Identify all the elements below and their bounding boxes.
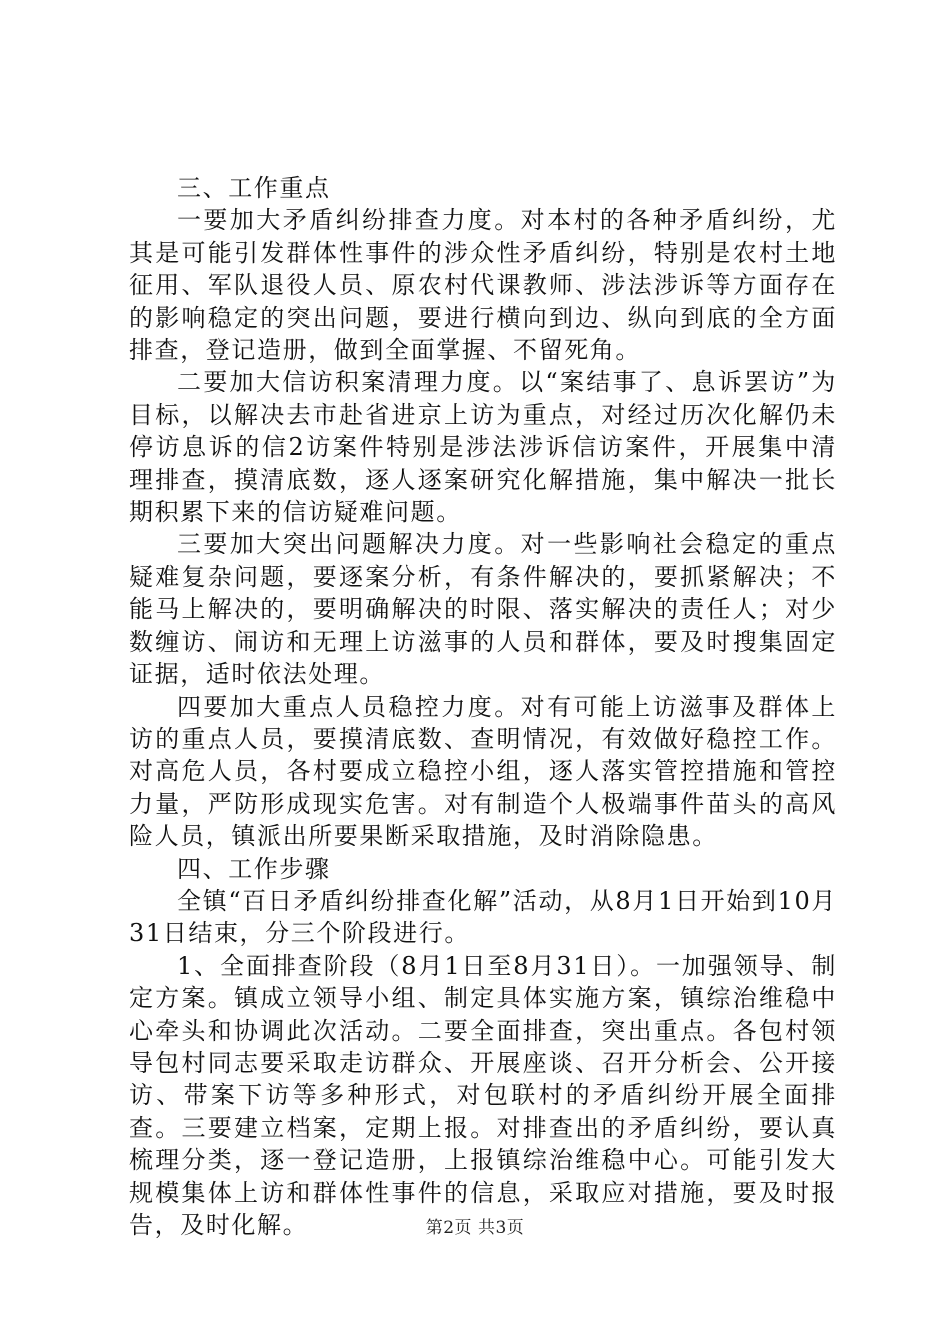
paragraph-campaign-period: 全镇“百日矛盾纠纷排查化解”活动，从8月1日开始到10月31日结束，分三个阶段进行。 (129, 886, 837, 948)
document-body (129, 172, 837, 1241)
paragraph-phase-one: 1、全面排查阶段（8月1日至8月31日）。一加强领导、制定方案。镇成立领导小组、制定具体实施方案，镇综治维稳中心牵头和协调此次活动。二要全面排查，突出重点。各包村领导包村同志要采取走访群众、开展座谈、召开分析会、公开接访、带案下访等多种形式，对包联村的矛盾纠纷开展全面排查。三要建立档案，定期上报。对排查出的矛盾纠纷，要认真梳理分类，逐一登记造册，上报镇综治维稳中心。可能引发大规模集体上访和群体性事件的信息，采取应对措施，要及时报告，及时化解。 (129, 951, 837, 1239)
paragraph-key-personnel: 四要加大重点人员稳控力度。对有可能上访滋事及群体上访的重点人员，要摸清底数、查明情况，有效做好稳控工作。对高危人员，各村要成立稳控小组，逐人落实管控措施和管控力量，严防形成现实危害。对有制造个人极端事件苗头的高风险人员，镇派出所要果断采取措施，及时消除隐患。 (129, 692, 837, 851)
page-footer: 第2页 共3页 (425, 1218, 525, 1238)
paragraph-conflict-screening: 一要加大矛盾纠纷排查力度。对本村的各种矛盾纠纷，尤其是可能引发群体性事件的涉众性矛盾纠纷，特别是农村土地征用、军队退役人员、原农村代课教师、涉法涉诉等方面存在的影响稳定的突出问题，要进行横向到边、纵向到底的全方面排查，登记造册，做到全面掌握、不留死角。 (129, 206, 837, 365)
section-heading-work-steps: 四、工作步骤 (177, 854, 331, 883)
paragraph-problem-solving: 三要加大突出问题解决力度。对一些影响社会稳定的重点疑难复杂问题，要逐案分析，有条件解决的，要抓紧解决；不能马上解决的，要明确解决的时限、落实解决的责任人；对少数缠访、闹访和无理上访滋事的人员和群体，要及时搜集固定证据，适时依法处理。 (129, 530, 837, 689)
section-heading-work-focus: 三、工作重点 (177, 174, 331, 202)
paragraph-petition-backlog: 二要加大信访积案清理力度。以“案结事了、息诉罢访”为目标，以解决去市赴省进京上访为重点，对经过历次化解仍未停访息诉的信2访案件特别是涉法涉诉信访案件，开展集中清理排查，摸清底数，逐人逐案研究化解措施，集中解决一批长期积累下来的信访疑难问题。 (129, 368, 837, 527)
